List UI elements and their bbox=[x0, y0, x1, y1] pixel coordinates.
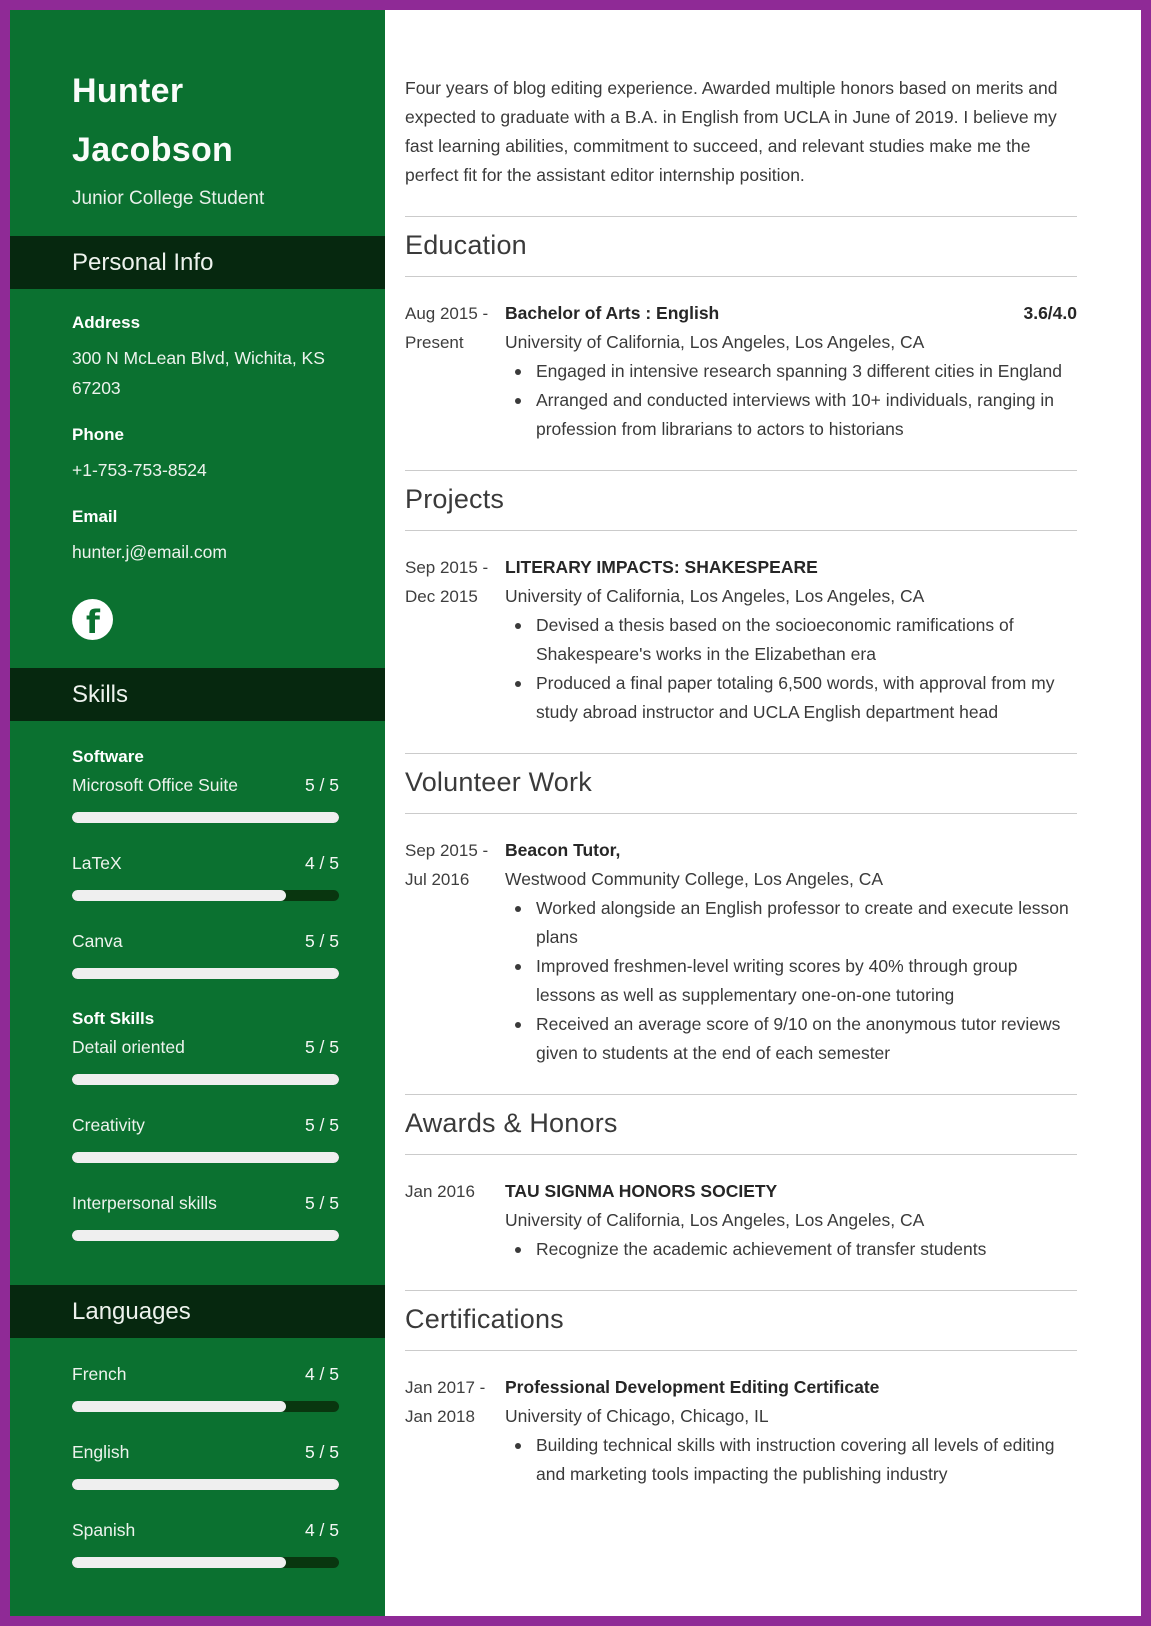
section-heading: Projects bbox=[405, 484, 505, 514]
facebook-icon[interactable]: f bbox=[72, 599, 113, 640]
entry-subtitle: University of California, Los Angeles, Los Angeles, CA bbox=[505, 332, 925, 352]
skill-score: 5 / 5 bbox=[304, 1037, 339, 1057]
section-header bbox=[405, 1290, 1077, 1351]
entry-dates bbox=[405, 1373, 505, 1489]
section-entries bbox=[405, 1351, 1077, 1489]
personal-info-field bbox=[72, 313, 339, 403]
skill-bar-track bbox=[72, 968, 339, 979]
skill-name: Creativity bbox=[72, 1115, 145, 1135]
skills-list bbox=[10, 721, 385, 1285]
entry bbox=[405, 836, 1077, 1068]
skill-name: Spanish bbox=[72, 1520, 136, 1540]
entry-date-to: Jul 2016 bbox=[405, 870, 470, 889]
skill-row bbox=[72, 1037, 339, 1058]
job-title: Junior College Student bbox=[72, 188, 265, 209]
skill-name: LaTeX bbox=[72, 853, 122, 873]
personal-info-field bbox=[72, 507, 339, 567]
section-header bbox=[405, 470, 1077, 531]
skill-item bbox=[72, 1037, 339, 1085]
skill-bar-track bbox=[72, 812, 339, 823]
languages-heading: Languages bbox=[10, 1285, 385, 1338]
name-block bbox=[10, 10, 385, 236]
resume-section bbox=[405, 1094, 1077, 1264]
entry-date-to: Jan 2018 bbox=[405, 1407, 475, 1426]
skill-score: 5 / 5 bbox=[304, 931, 339, 951]
skill-item bbox=[72, 1193, 339, 1241]
section-header bbox=[405, 753, 1077, 814]
main-column bbox=[385, 10, 1141, 1616]
entry-date-from: Sep 2015 - bbox=[405, 558, 489, 577]
entry-content bbox=[505, 836, 1077, 1068]
skill-row bbox=[72, 1442, 339, 1463]
sections-container bbox=[405, 216, 1077, 1489]
skill-score: 4 / 5 bbox=[304, 1364, 339, 1384]
skill-row bbox=[72, 775, 339, 796]
bullet-item: Recognize the academic achievement of transfer students bbox=[505, 1235, 1077, 1264]
skill-bar-fill bbox=[72, 812, 339, 823]
summary-paragraph: Four years of blog editing experience. Awarded multiple honors based on merits and expected to graduate with a B.A. in English from UCLA in June of 2019. I believe my fast learning abilities, commitment to succeed, and relevant studies make me the perfect fit for the assistant editor internship position. bbox=[405, 78, 1058, 185]
entry-title-row bbox=[505, 836, 1077, 865]
resume-section bbox=[405, 216, 1077, 444]
entry-content bbox=[505, 299, 1077, 444]
section-header bbox=[405, 1094, 1077, 1155]
entry-title: Professional Development Editing Certificate bbox=[505, 1377, 880, 1397]
skill-name: Canva bbox=[72, 931, 123, 951]
field-label: Email bbox=[72, 507, 118, 526]
bullet-item: Building technical skills with instruction covering all levels of editing and marketing tools impacting the publishing industry bbox=[505, 1431, 1077, 1489]
resume-section bbox=[405, 1290, 1077, 1489]
entry-title: Beacon Tutor, bbox=[505, 840, 621, 860]
field-label: Address bbox=[72, 313, 141, 332]
skill-name: Interpersonal skills bbox=[72, 1193, 217, 1213]
skill-bar-fill bbox=[72, 1401, 286, 1412]
entry-content bbox=[505, 1177, 1077, 1264]
skill-group-label: Soft Skills bbox=[72, 1009, 155, 1028]
skill-row bbox=[72, 853, 339, 874]
resume-page bbox=[10, 10, 1141, 1616]
section-entries bbox=[405, 1155, 1077, 1264]
skill-name: Microsoft Office Suite bbox=[72, 775, 238, 795]
skill-bar-fill bbox=[72, 1230, 339, 1241]
skill-bar-track bbox=[72, 1230, 339, 1241]
entry bbox=[405, 1373, 1077, 1489]
entry-title: TAU SIGNMA HONORS SOCIETY bbox=[505, 1181, 778, 1201]
bullet-item: Devised a thesis based on the socioeconomic ramifications of Shakespeare's works in the Elizabethan era bbox=[505, 611, 1077, 669]
skill-bar-track bbox=[72, 1152, 339, 1163]
resume-section bbox=[405, 753, 1077, 1068]
skill-row bbox=[72, 1115, 339, 1136]
name-first: Hunter bbox=[72, 72, 184, 110]
skill-name: French bbox=[72, 1364, 127, 1384]
skill-item bbox=[72, 1364, 339, 1412]
entry-date-from: Aug 2015 - bbox=[405, 304, 489, 323]
skill-score: 5 / 5 bbox=[304, 1115, 339, 1135]
entry-title-row bbox=[505, 1177, 1077, 1206]
entry-title: LITERARY IMPACTS: SHAKESPEARE bbox=[505, 557, 818, 577]
entry-content bbox=[505, 1373, 1077, 1489]
entry-subtitle: Westwood Community College, Los Angeles, CA bbox=[505, 869, 884, 889]
section-header bbox=[405, 216, 1077, 277]
section-entries bbox=[405, 531, 1077, 727]
entry-title-row bbox=[505, 299, 1077, 328]
skill-name: English bbox=[72, 1442, 130, 1462]
skill-bar-fill bbox=[72, 1479, 339, 1490]
entry-gpa: 3.6/4.0 bbox=[1023, 303, 1077, 323]
skill-bar-fill bbox=[72, 1152, 339, 1163]
bullet-item: Arranged and conducted interviews with 10+ individuals, ranging in profession from librarians to actors to historians bbox=[505, 386, 1077, 444]
skill-item bbox=[72, 931, 339, 979]
entry-dates bbox=[405, 553, 505, 727]
skill-item bbox=[72, 1442, 339, 1490]
field-value: +1-753-753-8524 bbox=[72, 460, 207, 480]
skill-group bbox=[72, 747, 339, 979]
entry-title: Bachelor of Arts : English bbox=[505, 303, 720, 323]
entry-date-to: Dec 2015 bbox=[405, 587, 478, 606]
entry-dates bbox=[405, 1177, 505, 1264]
skill-score: 4 / 5 bbox=[304, 1520, 339, 1540]
field-value: hunter.j@email.com bbox=[72, 542, 227, 562]
section-entries bbox=[405, 277, 1077, 444]
skill-bar-track bbox=[72, 1479, 339, 1490]
entry-title-row bbox=[505, 1373, 1077, 1402]
skill-bar-fill bbox=[72, 968, 339, 979]
entry-content bbox=[505, 553, 1077, 727]
skill-item bbox=[72, 1520, 339, 1568]
entry-date-from: Jan 2017 - bbox=[405, 1378, 486, 1397]
entry-subtitle: University of Chicago, Chicago, IL bbox=[505, 1406, 769, 1426]
entry-title-row bbox=[505, 553, 1077, 582]
bullet-item: Worked alongside an English professor to create and execute lesson plans bbox=[505, 894, 1077, 952]
field-value: 300 N McLean Blvd, Wichita, KS 67203 bbox=[72, 348, 325, 398]
skill-name: Detail oriented bbox=[72, 1037, 185, 1057]
skill-bar-fill bbox=[72, 1557, 286, 1568]
entry-bullets bbox=[505, 611, 1077, 727]
field-label: Phone bbox=[72, 425, 124, 444]
entry bbox=[405, 299, 1077, 444]
bullet-item: Received an average score of 9/10 on the anonymous tutor reviews given to students at the end of each semester bbox=[505, 1010, 1077, 1068]
personal-info-fields bbox=[10, 289, 385, 595]
entry-dates bbox=[405, 836, 505, 1068]
entry-subtitle: University of California, Los Angeles, Los Angeles, CA bbox=[505, 586, 925, 606]
skill-bar-track bbox=[72, 1557, 339, 1568]
skill-item bbox=[72, 853, 339, 901]
skill-row bbox=[72, 1520, 339, 1541]
skill-bar-fill bbox=[72, 1074, 339, 1085]
skill-row bbox=[72, 1193, 339, 1214]
entry-bullets bbox=[505, 357, 1077, 444]
resume-section bbox=[405, 470, 1077, 727]
skills-heading: Skills bbox=[10, 668, 385, 721]
skill-bar-track bbox=[72, 1074, 339, 1085]
skill-group-label: Software bbox=[72, 747, 144, 766]
entry bbox=[405, 1177, 1077, 1264]
skill-bar-track bbox=[72, 890, 339, 901]
skill-item bbox=[72, 1115, 339, 1163]
skill-group bbox=[72, 1009, 339, 1241]
bullet-item: Engaged in intensive research spanning 3 different cities in England bbox=[505, 357, 1077, 386]
skill-score: 5 / 5 bbox=[304, 775, 339, 795]
skill-bar-track bbox=[72, 1401, 339, 1412]
entry bbox=[405, 553, 1077, 727]
entry-bullets bbox=[505, 1235, 1077, 1264]
entry-date-to: Present bbox=[405, 333, 464, 352]
section-heading: Education bbox=[405, 230, 527, 260]
personal-info-heading: Personal Info bbox=[10, 236, 385, 289]
skill-score: 5 / 5 bbox=[304, 1442, 339, 1462]
section-heading: Certifications bbox=[405, 1304, 564, 1334]
section-entries bbox=[405, 814, 1077, 1068]
languages-list bbox=[10, 1338, 385, 1612]
entry-date-from: Jan 2016 bbox=[405, 1182, 475, 1201]
sidebar bbox=[10, 10, 385, 1616]
bullet-item: Produced a final paper totaling 6,500 words, with approval from my study abroad instructor and UCLA English department head bbox=[505, 669, 1077, 727]
skill-score: 5 / 5 bbox=[304, 1193, 339, 1213]
section-heading: Awards & Honors bbox=[405, 1108, 618, 1138]
entry-bullets bbox=[505, 894, 1077, 1068]
entry-date-from: Sep 2015 - bbox=[405, 841, 489, 860]
entry-bullets bbox=[505, 1431, 1077, 1489]
skill-item bbox=[72, 775, 339, 823]
entry-dates bbox=[405, 299, 505, 444]
skill-row bbox=[72, 1364, 339, 1385]
personal-info-field bbox=[72, 425, 339, 485]
section-heading: Volunteer Work bbox=[405, 767, 592, 797]
name-last: Jacobson bbox=[72, 131, 234, 169]
skill-bar-fill bbox=[72, 890, 286, 901]
skill-score: 4 / 5 bbox=[304, 853, 339, 873]
bullet-item: Improved freshmen-level writing scores by 40% through group lessons as well as supplementary one-on-one tutoring bbox=[505, 952, 1077, 1010]
entry-subtitle: University of California, Los Angeles, Los Angeles, CA bbox=[505, 1210, 925, 1230]
skill-row bbox=[72, 931, 339, 952]
